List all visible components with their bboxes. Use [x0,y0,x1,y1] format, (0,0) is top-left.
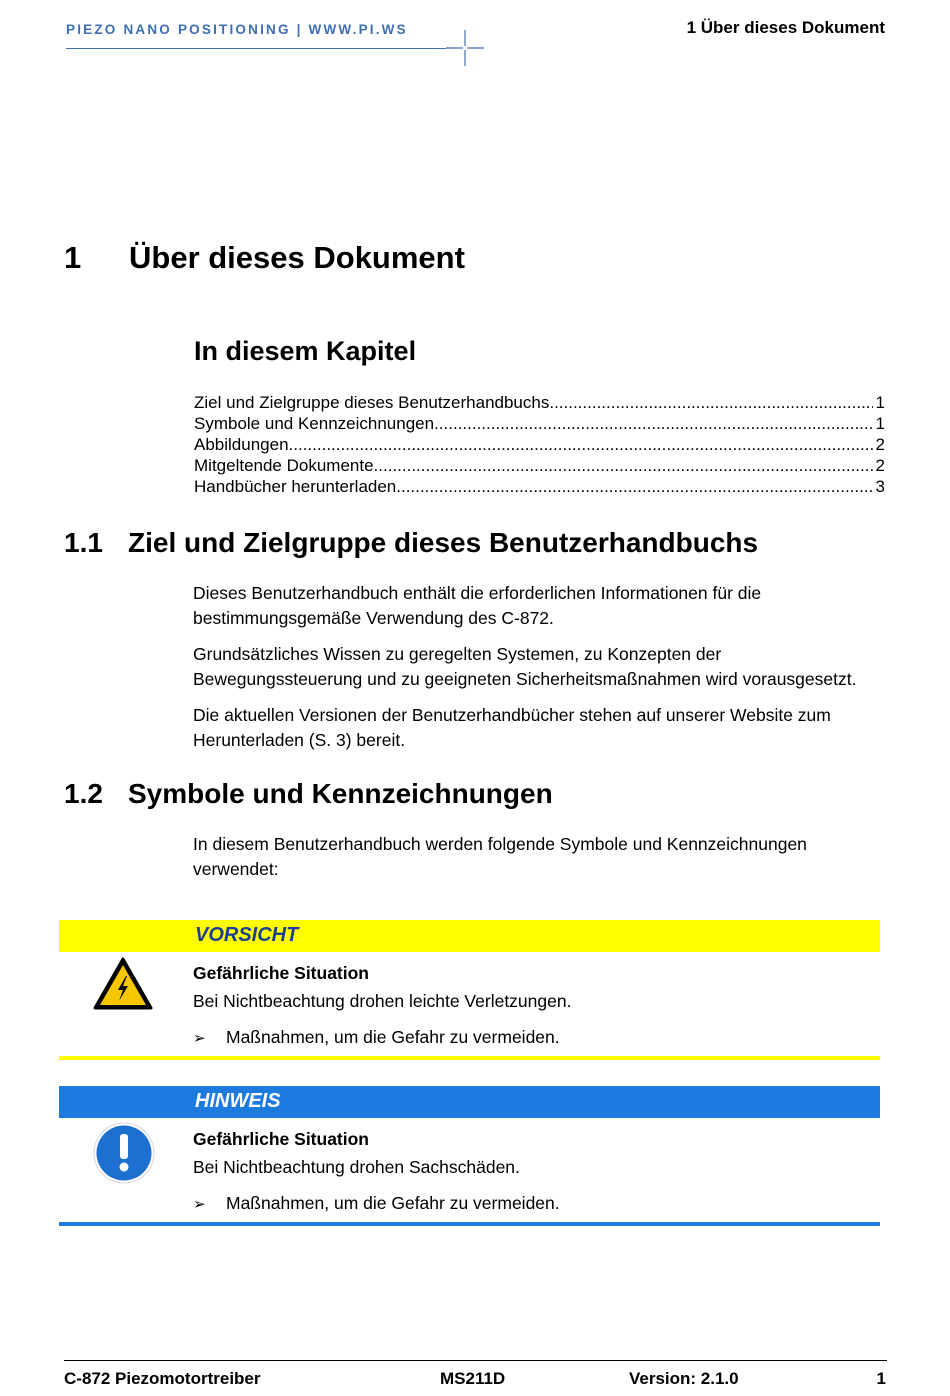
chapter-heading [64,240,465,276]
toc-leader [289,434,873,455]
footer-doc-id: MS211D [440,1369,506,1388]
toc-entry-title: Symbole und Kennzeichnungen [194,414,435,433]
section-title: Ziel und Zielgruppe dieses Benutzerhandbuchs [128,527,759,558]
section-title: Symbole und Kennzeichnungen [128,778,553,809]
toc-entry-title: Abbildungen [194,435,289,454]
header-rule [66,48,446,49]
toc-leader [434,413,872,434]
toc-entry[interactable] [194,476,885,497]
notice-measure-text: Maßnahmen, um die Gefahr zu vermeiden. [226,1193,560,1213]
toc-leader [549,392,872,413]
section-number: 1.2 [64,778,103,809]
toc-entry-page: 2 [875,456,885,475]
paragraph: Dieses Benutzerhandbuch enthält die erforderlichen Informationen für die bestimmungsgemäße Verwendung des C-872. [193,583,762,628]
toc-entry-page: 1 [875,393,885,412]
toc-entry[interactable] [194,455,885,476]
footer-rule [64,1360,887,1361]
notice-measure [193,1193,560,1214]
chapter-title: Über dieses Dokument [129,240,465,275]
toc-entry[interactable] [194,392,885,413]
notice-title: Gefährliche Situation [193,1129,369,1149]
electrical-warning-triangle-icon [92,956,154,1012]
caution-bottom-rule [59,1056,880,1060]
footer-page-number: 1 [876,1369,886,1388]
caution-text: Bei Nichtbeachtung drohen leichte Verletzungen. [193,991,572,1011]
toc-entry[interactable] [194,413,885,434]
caution-title: Gefährliche Situation [193,963,369,983]
section-heading-1-1 [64,527,758,559]
caution-measure-text: Maßnahmen, um die Gefahr zu vermeiden. [226,1027,560,1047]
paragraph: Die aktuellen Versionen der Benutzerhandbücher stehen auf unserer Website zum Herunterladen (S. 3) bereit. [193,705,831,750]
table-of-contents [194,392,885,497]
toc-entry-page: 1 [875,414,885,433]
arrow-bullet-icon: ➢ [193,1030,206,1047]
paragraph: In diesem Benutzerhandbuch werden folgende Symbole und Kennzeichnungen verwendet: [193,834,807,879]
chapter-number: 1 [64,240,82,275]
crosshair-logo-icon [446,30,484,66]
toc-leader [396,476,872,497]
footer-product: C-872 Piezomotortreiber [64,1369,261,1388]
section-number: 1.1 [64,527,103,558]
notice-bottom-rule [59,1222,880,1226]
notice-label: HINWEIS [195,1090,281,1112]
toc-entry-page: 3 [875,477,885,496]
caution-label: VORSICHT [195,924,299,946]
exclamation-circle-icon [93,1122,155,1184]
toc-entry-title: Mitgeltende Dokumente [194,456,374,475]
notice-text: Bei Nichtbeachtung drohen Sachschäden. [193,1157,520,1177]
brand-wordmark: PIEZO NANO POSITIONING | WWW.PI.WS [66,22,408,37]
caution-measure [193,1027,560,1048]
toc-entry-title: Handbücher herunterladen [194,477,397,496]
toc-leader [374,455,873,476]
caution-banner [59,920,880,952]
paragraph: Grundsätzliches Wissen zu geregelten Systemen, zu Konzepten der Bewegungssteuerung und zu geeigneten Sicherheitsmaßnahmen wird vorausgesetzt. [193,644,857,689]
footer-version: Version: 2.1.0 [629,1369,739,1388]
section-heading-1-2 [64,778,553,810]
arrow-bullet-icon: ➢ [193,1196,206,1213]
toc-entry-page: 2 [875,435,885,454]
toc-entry-title: Ziel und Zielgruppe dieses Benutzerhandbuchs [194,393,550,412]
running-title: 1 Über dieses Dokument [686,18,885,37]
toc-heading: In diesem Kapitel [194,336,417,366]
notice-banner [59,1086,880,1118]
toc-entry[interactable] [194,434,885,455]
